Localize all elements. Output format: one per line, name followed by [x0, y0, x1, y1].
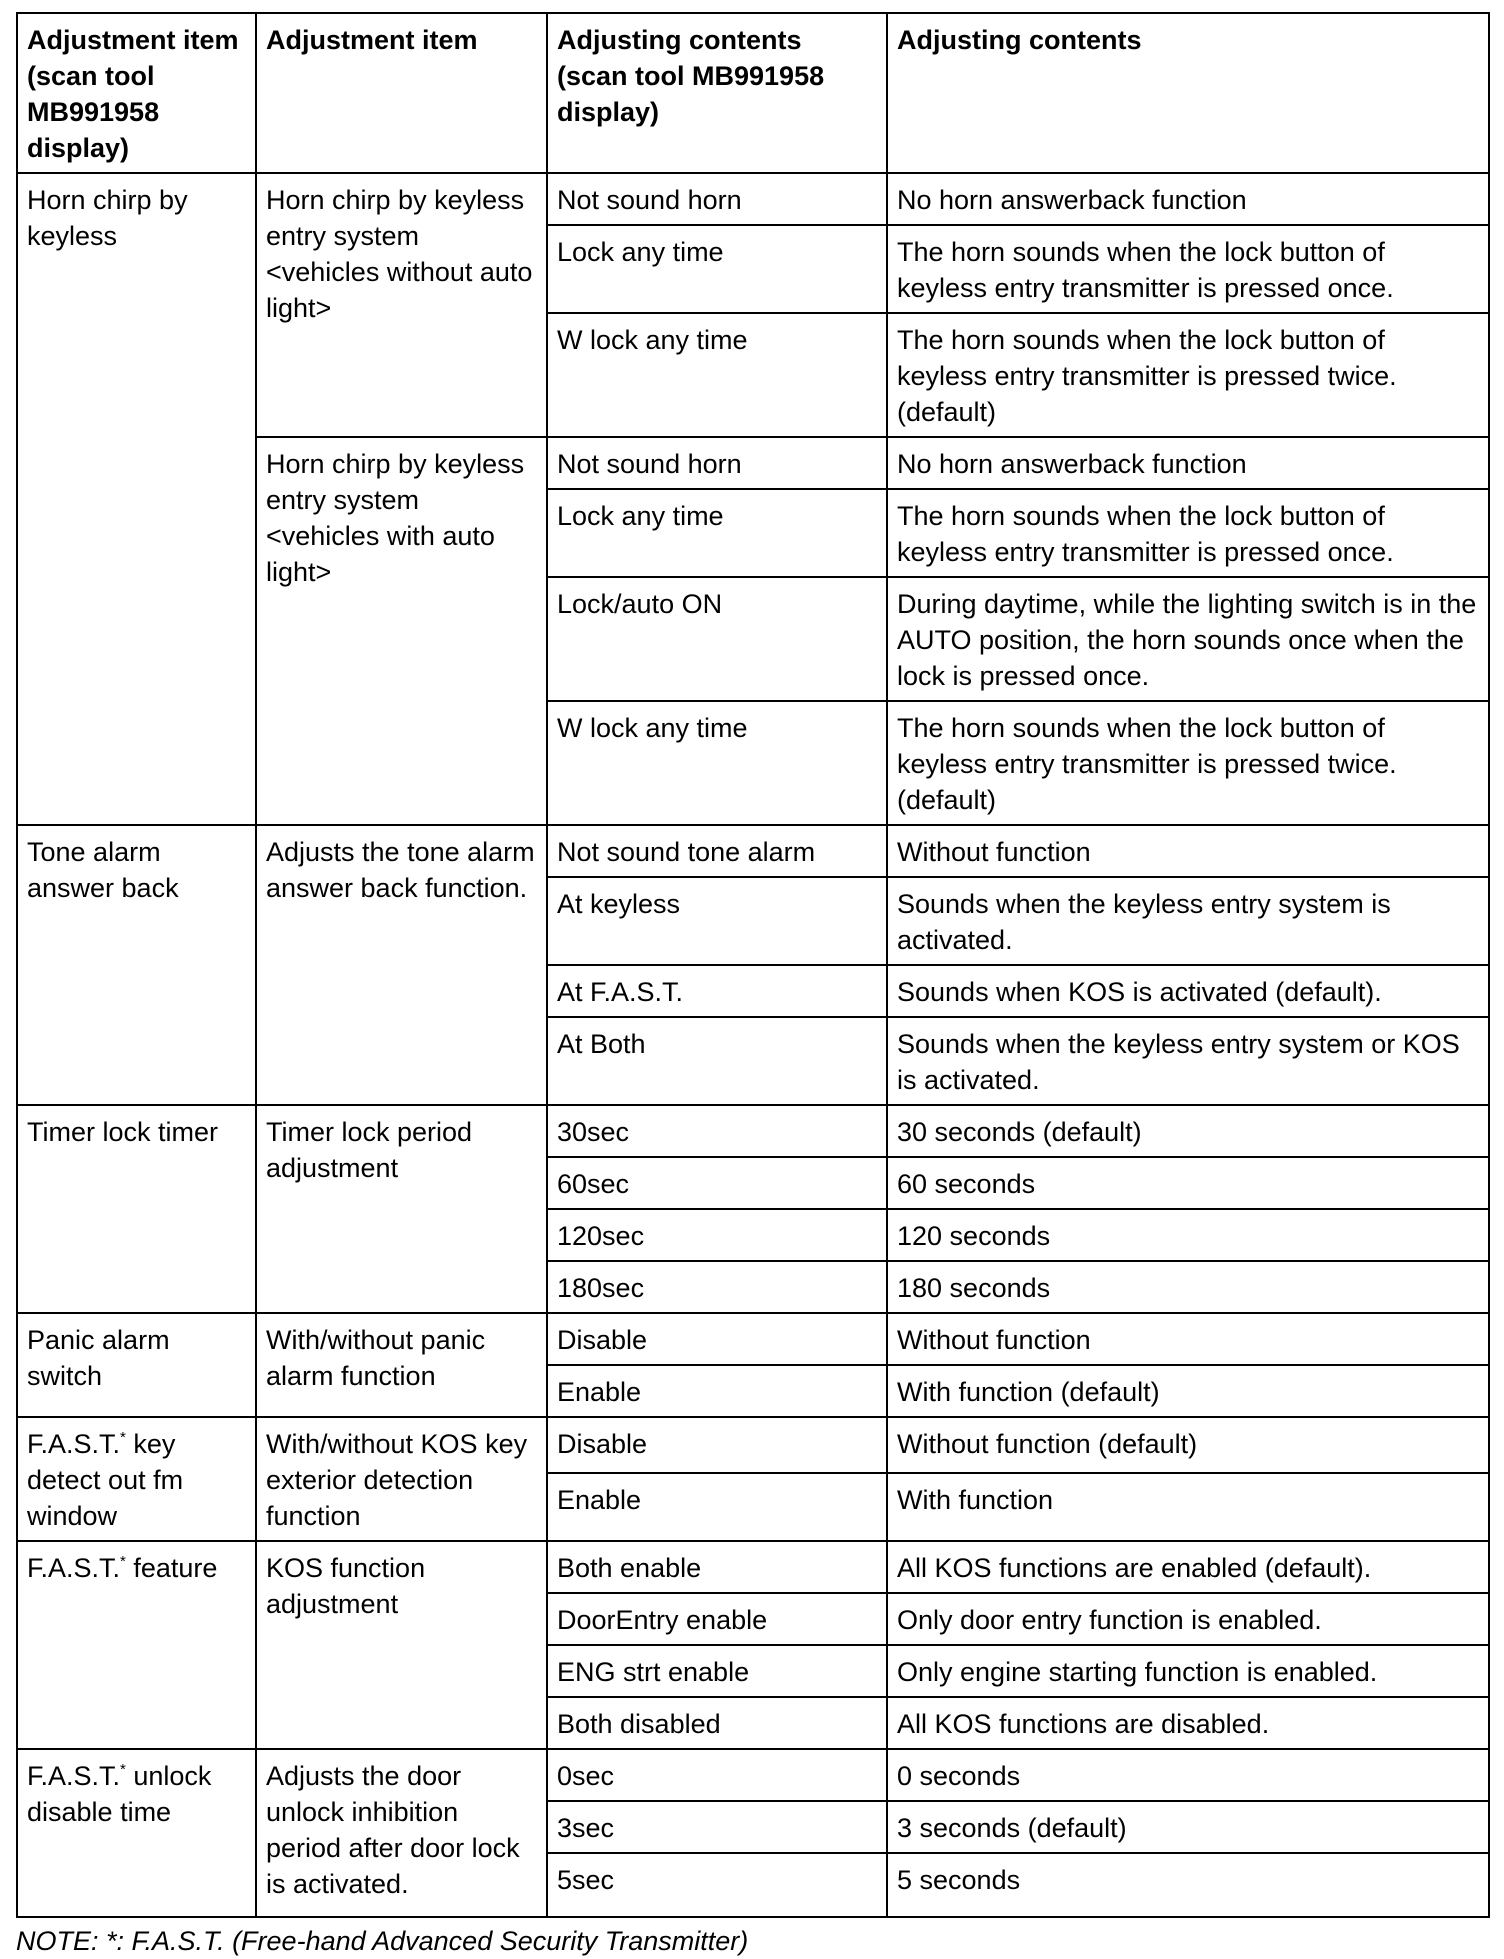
description-cell: Only door entry function is enabled.	[887, 1593, 1489, 1645]
item-display-cell	[17, 1541, 256, 1749]
setting-cell: Both disabled	[547, 1697, 887, 1749]
item-display-cell: Timer lock timer	[17, 1105, 256, 1313]
setting-cell: At keyless	[547, 877, 887, 965]
setting-cell: W lock any time	[547, 701, 887, 825]
description-cell: Without function	[887, 1313, 1489, 1365]
footnote: NOTE: *: F.A.S.T. (Free-hand Advanced Security Transmitter)	[16, 1926, 749, 1956]
item-cell: Horn chirp by keyless entry system <vehicles without auto light>	[256, 173, 547, 437]
footnote-marker: *	[120, 1553, 126, 1570]
item-cell: Horn chirp by keyless entry system <vehicles with auto light>	[256, 437, 547, 825]
item-cell: KOS function adjustment	[256, 1541, 547, 1749]
footnote-marker: *	[120, 1429, 126, 1446]
description-cell: 5 seconds	[887, 1853, 1489, 1917]
item-display-cell	[17, 1749, 256, 1917]
description-cell: With function	[887, 1473, 1489, 1541]
description-cell: The horn sounds when the lock button of keyless entry transmitter is pressed twice. (default)	[887, 313, 1489, 437]
description-cell: 180 seconds	[887, 1261, 1489, 1313]
setting-cell: At Both	[547, 1017, 887, 1105]
item-display-suffix: unlock disable time	[27, 1761, 212, 1827]
table-row	[17, 1749, 1489, 1801]
setting-cell: W lock any time	[547, 313, 887, 437]
setting-cell: Lock any time	[547, 225, 887, 313]
item-display-cell	[17, 1417, 256, 1541]
setting-cell: Lock any time	[547, 489, 887, 577]
setting-cell: DoorEntry enable	[547, 1593, 887, 1645]
description-cell: The horn sounds when the lock button of keyless entry transmitter is pressed once.	[887, 489, 1489, 577]
setting-cell: At F.A.S.T.	[547, 965, 887, 1017]
setting-cell: Not sound horn	[547, 437, 887, 489]
description-cell: 60 seconds	[887, 1157, 1489, 1209]
setting-cell: 120sec	[547, 1209, 887, 1261]
item-display-suffix: key detect out fm window	[27, 1429, 184, 1531]
description-cell: Without function (default)	[887, 1417, 1489, 1473]
description-cell: Without function	[887, 825, 1489, 877]
setting-cell: Enable	[547, 1473, 887, 1541]
adjustment-table	[16, 12, 1490, 1918]
setting-cell: 3sec	[547, 1801, 887, 1853]
item-display-cell: Tone alarm answer back	[17, 825, 256, 1105]
header-contents: Adjusting contents	[887, 13, 1489, 173]
description-cell: 30 seconds (default)	[887, 1105, 1489, 1157]
header-item: Adjustment item	[256, 13, 547, 173]
table-row	[17, 1105, 1489, 1157]
description-cell: Sounds when KOS is activated (default).	[887, 965, 1489, 1017]
description-cell: The horn sounds when the lock button of keyless entry transmitter is pressed twice. (default)	[887, 701, 1489, 825]
description-cell: 3 seconds (default)	[887, 1801, 1489, 1853]
description-cell: Sounds when the keyless entry system is activated.	[887, 877, 1489, 965]
item-display-suffix: feature	[125, 1553, 218, 1583]
table-header-row	[17, 13, 1489, 173]
description-cell: All KOS functions are enabled (default).	[887, 1541, 1489, 1593]
description-cell: The horn sounds when the lock button of keyless entry transmitter is pressed once.	[887, 225, 1489, 313]
setting-cell: Enable	[547, 1365, 887, 1417]
document-page	[16, 12, 1488, 1959]
description-cell: All KOS functions are disabled.	[887, 1697, 1489, 1749]
description-cell: No horn answerback function	[887, 173, 1489, 225]
description-cell: During daytime, while the lighting switch is in the AUTO position, the horn sounds once when the lock is pressed once.	[887, 577, 1489, 701]
item-cell: With/without KOS key exterior detection function	[256, 1417, 547, 1541]
description-cell: 120 seconds	[887, 1209, 1489, 1261]
setting-cell: 60sec	[547, 1157, 887, 1209]
item-cell: Adjusts the door unlock inhibition period after door lock is activated.	[256, 1749, 547, 1917]
table-row	[17, 1541, 1489, 1593]
footnote-marker: *	[120, 1761, 126, 1778]
setting-cell: Both enable	[547, 1541, 887, 1593]
item-display-prefix: F.A.S.T.	[27, 1429, 121, 1459]
setting-cell: Disable	[547, 1417, 887, 1473]
description-cell: Sounds when the keyless entry system or KOS is activated.	[887, 1017, 1489, 1105]
setting-cell: 0sec	[547, 1749, 887, 1801]
item-display-cell: Horn chirp by keyless	[17, 173, 256, 825]
setting-cell: 180sec	[547, 1261, 887, 1313]
description-cell: Only engine starting function is enabled.	[887, 1645, 1489, 1697]
table-row	[17, 825, 1489, 877]
item-display-prefix: F.A.S.T.	[27, 1761, 121, 1791]
item-cell: With/without panic alarm function	[256, 1313, 547, 1417]
setting-cell: Lock/auto ON	[547, 577, 887, 701]
table-row	[17, 173, 1489, 225]
item-display-cell: Panic alarm switch	[17, 1313, 256, 1417]
header-contents-scan-tool: Adjusting contents (scan tool MB991958 display)	[547, 13, 887, 173]
setting-cell: 30sec	[547, 1105, 887, 1157]
table-row	[17, 1313, 1489, 1365]
item-cell: Adjusts the tone alarm answer back function.	[256, 825, 547, 1105]
item-display-prefix: F.A.S.T.	[27, 1553, 121, 1583]
setting-cell: ENG strt enable	[547, 1645, 887, 1697]
setting-cell: Disable	[547, 1313, 887, 1365]
description-cell: With function (default)	[887, 1365, 1489, 1417]
setting-cell: 5sec	[547, 1853, 887, 1917]
description-cell: No horn answerback function	[887, 437, 1489, 489]
setting-cell: Not sound tone alarm	[547, 825, 887, 877]
item-cell: Timer lock period adjustment	[256, 1105, 547, 1313]
header-item-scan-tool: Adjustment item (scan tool MB991958 display)	[17, 13, 256, 173]
table-row	[17, 1417, 1489, 1473]
description-cell: 0 seconds	[887, 1749, 1489, 1801]
setting-cell: Not sound horn	[547, 173, 887, 225]
